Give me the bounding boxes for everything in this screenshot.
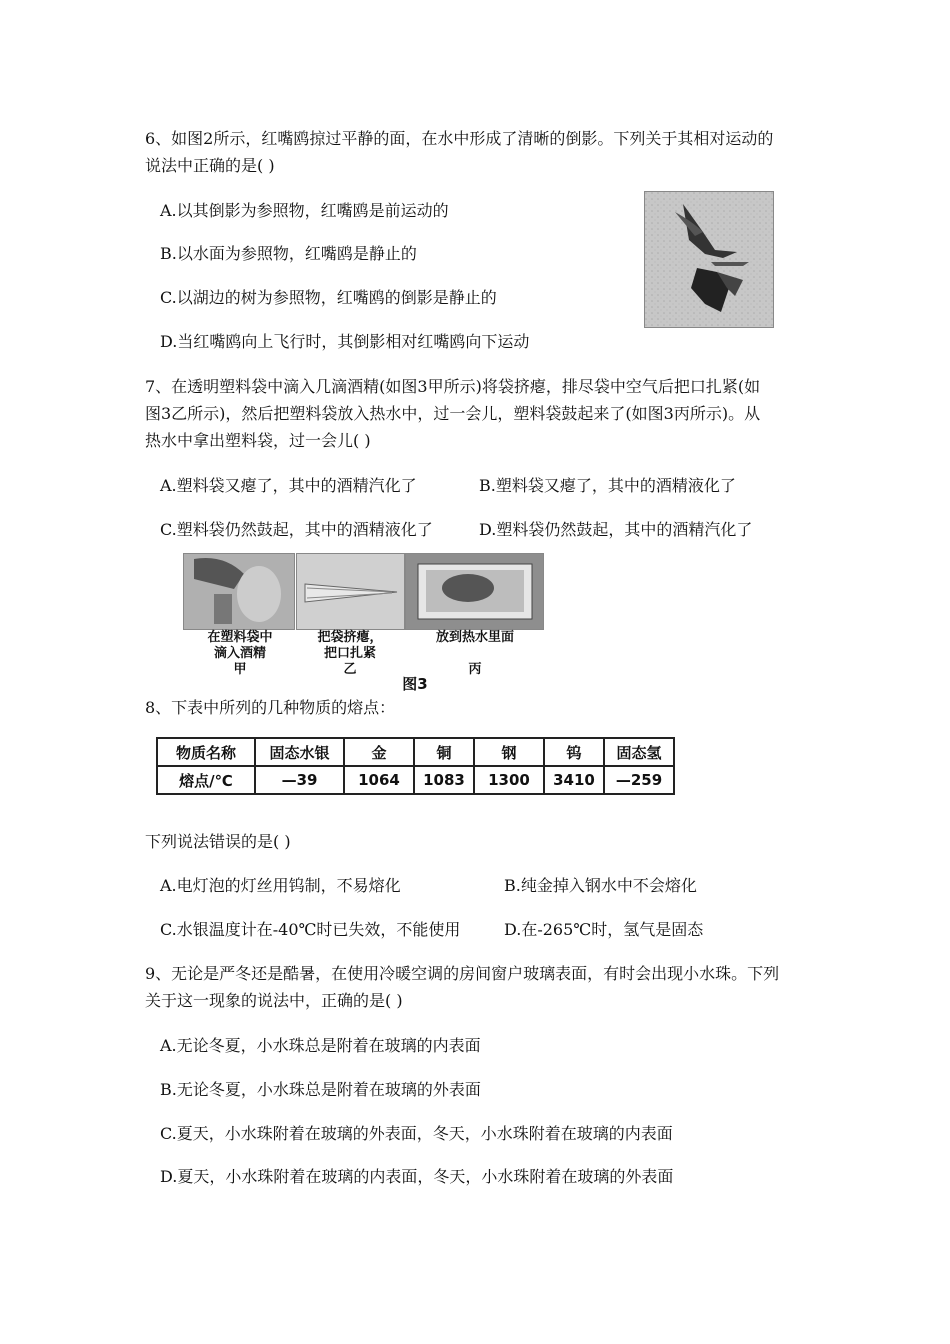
gull-reflection-photo (644, 191, 774, 328)
melting-table-cell: 铜 (414, 738, 474, 766)
melting-table-cell: 金 (344, 738, 414, 766)
q6-option-c: C.以湖边的树为参照物，红嘴鸥的倒影是静止的 (160, 288, 497, 307)
figure-3-caption-jia-line2: 滴入酒精 (213, 646, 266, 661)
figure-3-caption-yi-line1: 把袋挤瘪， (317, 630, 383, 645)
melting-table-cell: —39 (255, 766, 344, 794)
melting-table-header-row (157, 738, 674, 766)
q6-stem-line1: 6、如图2所示，红嘴鸥掠过平静的面，在水中形成了清晰的倒影。下列关于其相对运动的 (145, 129, 774, 148)
q6-option-a: A.以其倒影为参照物，红嘴鸥是前运动的 (160, 201, 449, 220)
q6-option-b: B.以水面为参照物，红嘴鸥是静止的 (160, 244, 417, 263)
melting-table-cell: 固态氢 (604, 738, 674, 766)
q7-stem-line3: 热水中拿出塑料袋，过一会儿( ) (145, 431, 371, 450)
figure-3-photo-bing (405, 553, 544, 630)
melting-table-cell: 3410 (544, 766, 604, 794)
figure-3-label-jia: 甲 (233, 662, 247, 677)
q7-option-c: C.塑料袋仍然鼓起，其中的酒精液化了 (160, 520, 433, 539)
q7-option-b: B.塑料袋又瘪了，其中的酒精液化了 (479, 476, 736, 495)
q9-option-d: D.夏天，小水珠附着在玻璃的内表面，冬天，小水珠附着在玻璃的外表面 (160, 1167, 674, 1186)
q9-option-a: A.无论冬夏，小水珠总是附着在玻璃的内表面 (160, 1036, 481, 1055)
q8-option-b: B.纯金掉入钢水中不会熔化 (504, 876, 697, 895)
melting-table-cell: 钨 (544, 738, 604, 766)
figure-3-title: 图3 (402, 675, 428, 693)
figure-3-caption-bing: 放到热水里面 (435, 630, 514, 645)
melting-table-cell: 1064 (344, 766, 414, 794)
q8-option-d: D.在-265℃时，氢气是固态 (504, 920, 704, 939)
q7-stem-line2: 图3乙所示)，然后把塑料袋放入热水中，过一会儿，塑料袋鼓起来了(如图3丙所示)。从 (145, 404, 761, 423)
q9-stem-line2: 关于这一现象的说法中，正确的是( ) (145, 991, 403, 1010)
figure-3-caption-jia-line1: 在塑料袋中 (207, 630, 273, 645)
gull-figure (645, 192, 773, 327)
q7-stem-line1: 7、在透明塑料袋中滴入几滴酒精(如图3甲所示)将袋挤瘪，排尽袋中空气后把口扎紧(如 (145, 377, 761, 396)
figure-3-yi-drawing (297, 554, 404, 629)
melting-table-value-row (157, 766, 674, 794)
melting-table-cell: 1300 (474, 766, 544, 794)
melting-point-table (156, 737, 675, 795)
figure-3-caption-yi-line2: 把口扎紧 (323, 646, 376, 661)
q8-option-a: A.电灯泡的灯丝用钨制，不易熔化 (160, 876, 401, 895)
melting-table-cell: 物质名称 (157, 738, 255, 766)
melting-table-cell: 1083 (414, 766, 474, 794)
q7-option-a: A.塑料袋又瘪了，其中的酒精汽化了 (160, 476, 417, 495)
figure-3-jia-drawing (184, 554, 294, 629)
q6-stem-line2: 说法中正确的是( ) (145, 156, 275, 175)
figure-3-label-bing: 丙 (468, 662, 482, 677)
q6-option-d: D.当红嘴鸥向上飞行时，其倒影相对红嘴鸥向下运动 (160, 332, 530, 351)
q9-option-b: B.无论冬夏，小水珠总是附着在玻璃的外表面 (160, 1080, 481, 1099)
melting-table-cell: 钢 (474, 738, 544, 766)
q8-prompt: 下列说法错误的是( ) (145, 832, 291, 851)
figure-3-label-yi: 乙 (343, 662, 357, 677)
q9-stem-line1: 9、无论是严冬还是酷暑，在使用冷暖空调的房间窗户玻璃表面，有时会出现小水珠。下列 (145, 964, 780, 983)
melting-table-cell: 固态水银 (255, 738, 344, 766)
figure-3-photo-yi (296, 553, 405, 630)
q8-stem: 8、下表中所列的几种物质的熔点： (145, 698, 396, 717)
figure-3-bing-drawing (406, 554, 543, 629)
melting-table-cell: 熔点/℃ (157, 766, 255, 794)
q8-option-c: C.水银温度计在-40℃时已失效，不能使用 (160, 920, 461, 939)
melting-table-cell: —259 (604, 766, 674, 794)
q9-option-c: C.夏天，小水珠附着在玻璃的外表面，冬天，小水珠附着在玻璃的内表面 (160, 1124, 673, 1143)
q7-option-d: D.塑料袋仍然鼓起，其中的酒精汽化了 (479, 520, 753, 539)
figure-3-photo-jia (183, 553, 295, 630)
